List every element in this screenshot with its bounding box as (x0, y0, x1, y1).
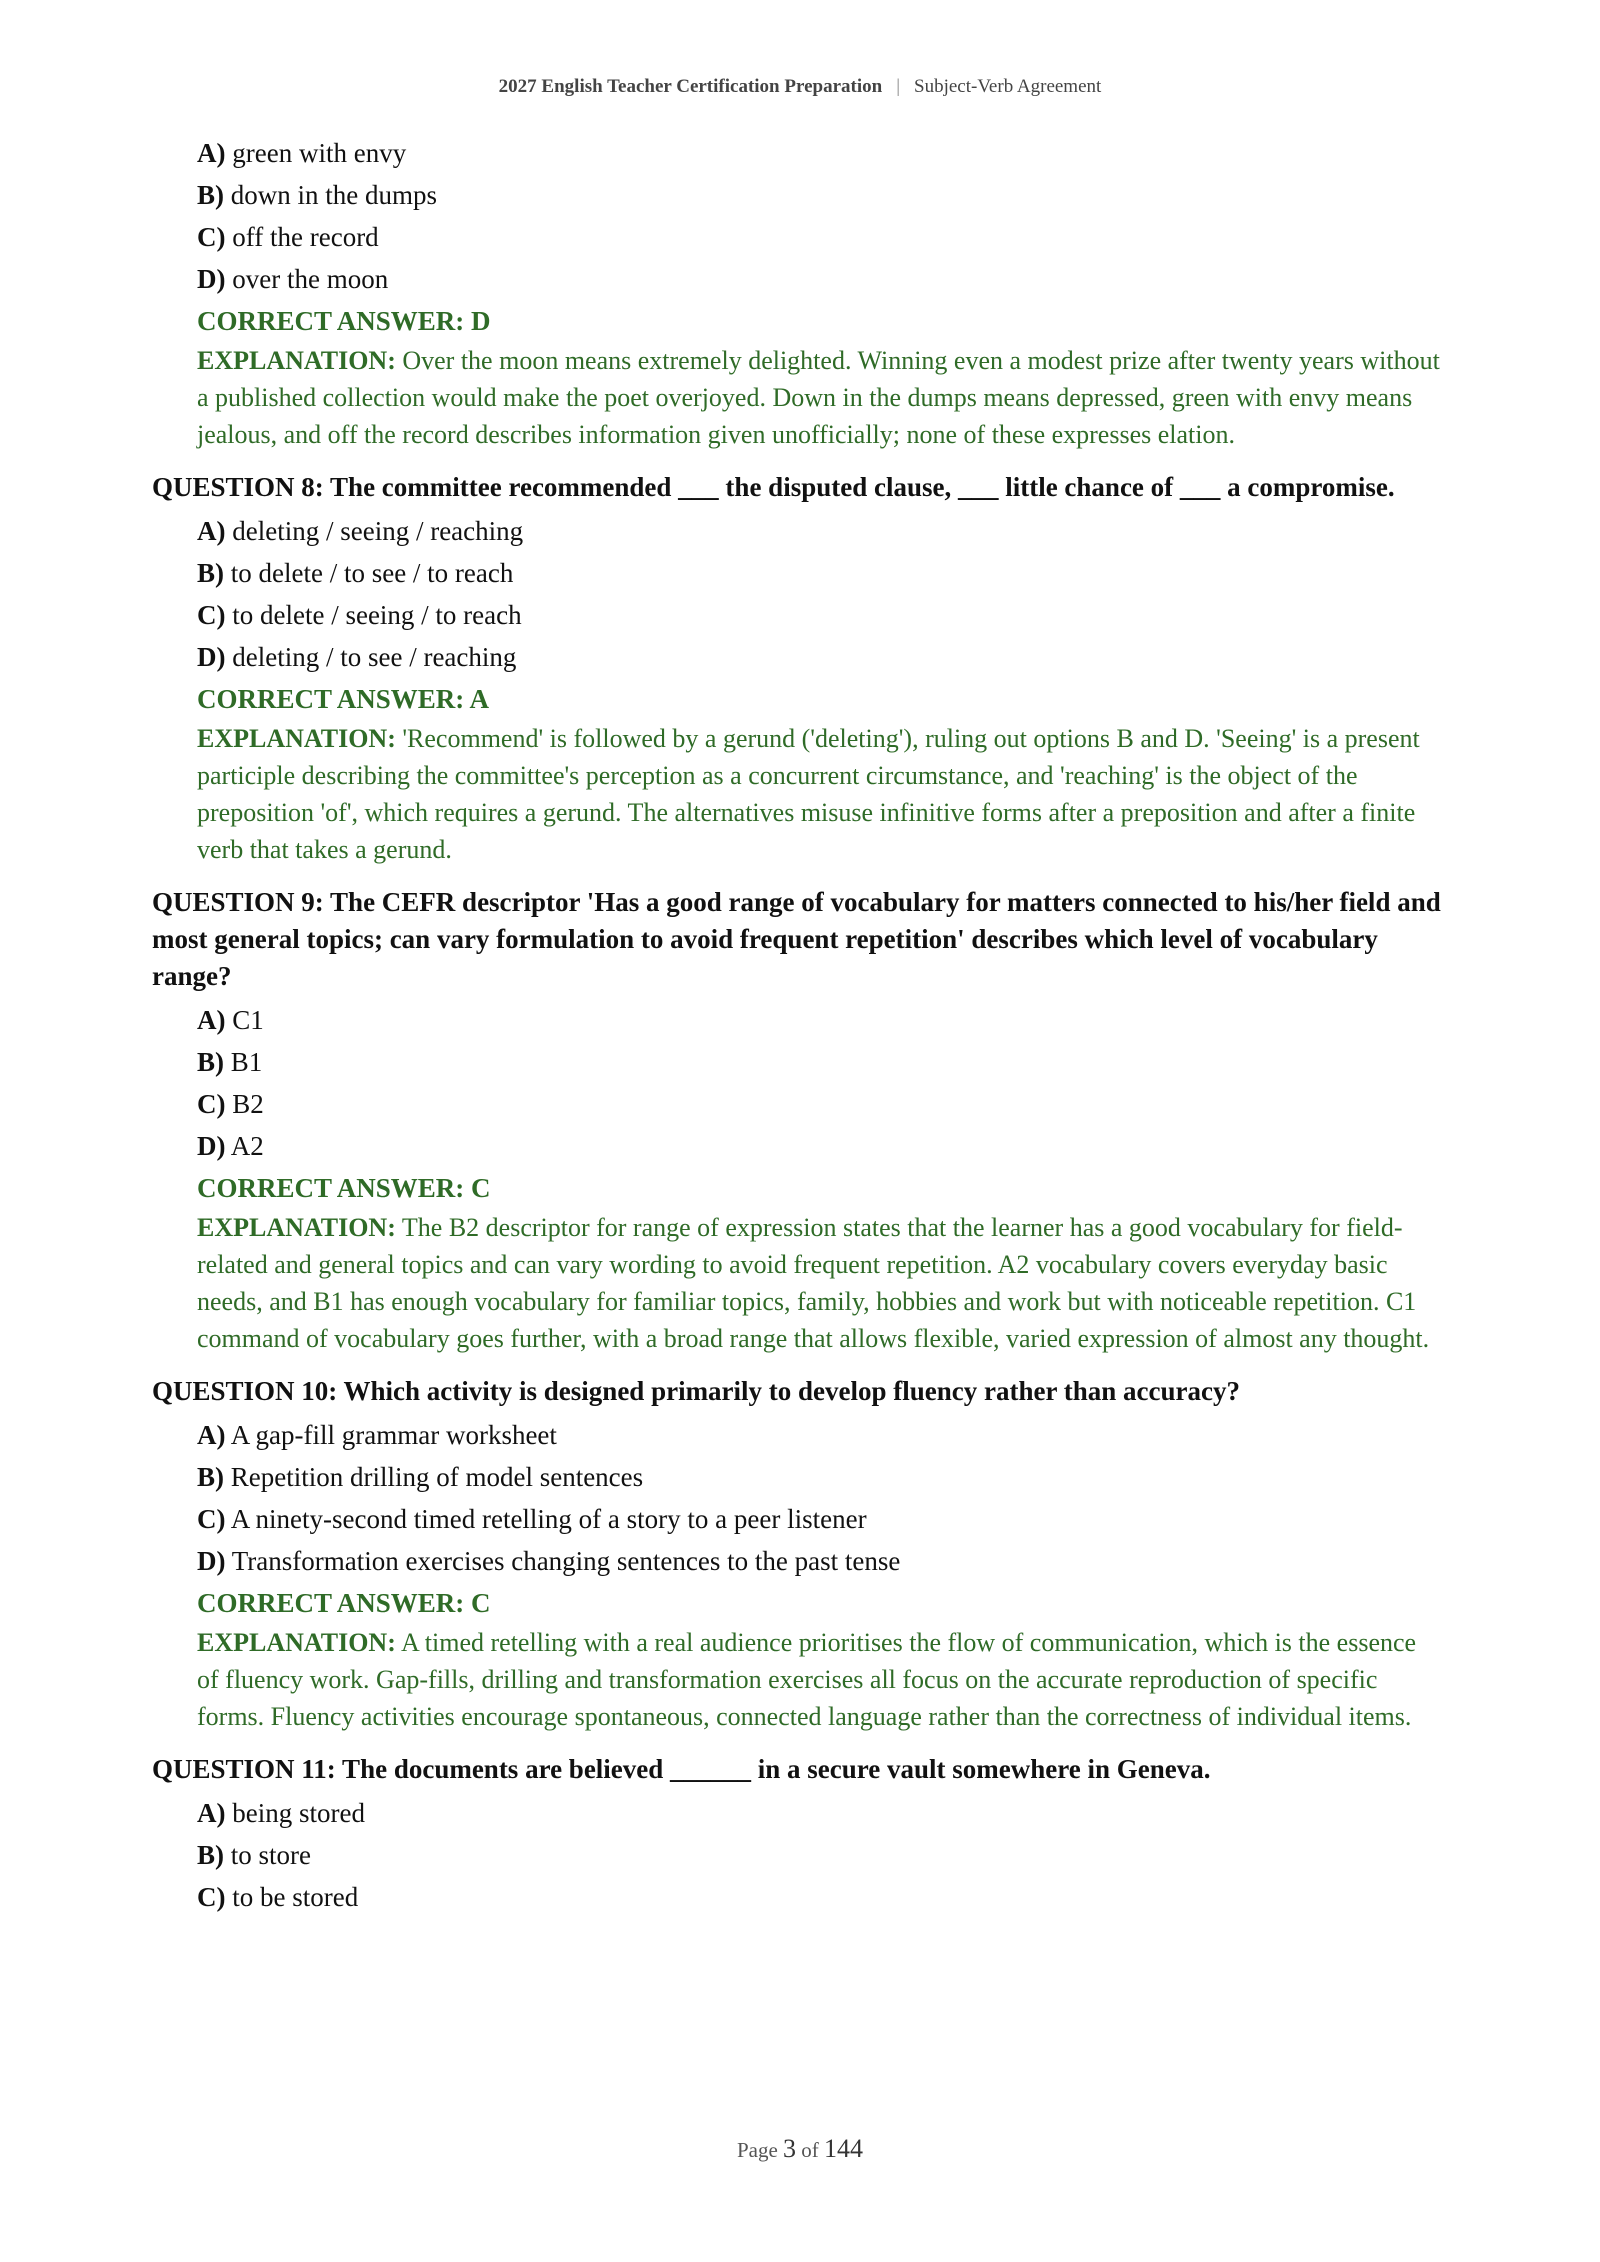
option-b (197, 1456, 1442, 1498)
option-letter: A) (197, 138, 226, 168)
option-text: being stored (232, 1798, 365, 1828)
correct-answer: CORRECT ANSWER: D (197, 306, 491, 336)
option-a (197, 1792, 1442, 1834)
correct-answer: CORRECT ANSWER: A (197, 684, 490, 714)
explanation-text: Over the moon means extremely delighted. Winning even a modest prize after twenty years without a published collection would make the poet overjoyed. Down in the dumps means depressed, green with envy means jealous, and off the record describes information given unofficially; none of these expresses elation. (197, 346, 1440, 449)
option-letter: A) (197, 1005, 226, 1035)
option-text: A2 (230, 1131, 264, 1161)
question-8-options (152, 510, 1442, 678)
option-text: deleting / seeing / reaching (232, 516, 524, 546)
option-text: B1 (230, 1047, 263, 1077)
option-c (197, 1083, 1442, 1125)
question-10-options (152, 1414, 1442, 1582)
total-pages: 144 (824, 2134, 864, 2163)
option-text: down in the dumps (230, 180, 437, 210)
option-d (197, 258, 1442, 300)
option-letter: B) (197, 1462, 224, 1492)
option-b (197, 1834, 1442, 1876)
option-text: A ninety-second timed retelling of a story to a peer listener (230, 1504, 867, 1534)
option-letter: D) (197, 642, 226, 672)
option-a (197, 132, 1442, 174)
option-text: Transformation exercises changing sentences to the past tense (231, 1546, 901, 1576)
option-letter: B) (197, 1840, 224, 1870)
option-text: C1 (232, 1005, 264, 1035)
correct-answer: CORRECT ANSWER: C (197, 1173, 491, 1203)
page-number: 3 (783, 2134, 797, 2163)
option-letter: D) (197, 1546, 226, 1576)
explanation-text: The B2 descriptor for range of expression states that the learner has a good vocabulary for field-related and general topics and can vary wording to avoid frequent repetition. A2 vocabulary covers everyday basic needs, and B1 has enough vocabulary for familiar topics, family, hobbies and work but with noticeable repetition. C1 command of vocabulary goes further, with a broad range that allows flexible, varied expression of almost any thought. (197, 1213, 1430, 1353)
option-a (197, 510, 1442, 552)
question-11-stem: QUESTION 11: The documents are believed ______ in a secure vault somewhere in Geneva. (152, 1754, 1211, 1784)
option-a (197, 1414, 1442, 1456)
explanation-label: EXPLANATION: (197, 346, 396, 375)
option-letter: C) (197, 1089, 226, 1119)
explanation-label: EXPLANATION: (197, 1213, 396, 1242)
option-text: A gap-fill grammar worksheet (230, 1420, 557, 1450)
option-letter: B) (197, 1047, 224, 1077)
explanation (152, 1209, 1442, 1357)
question-8-block (152, 469, 1442, 868)
question-8-stem: QUESTION 8: The committee recommended ___ the disputed clause, ___ little chance of ___ a compromise. (152, 472, 1395, 502)
option-b (197, 552, 1442, 594)
option-text: to delete / seeing / to reach (232, 600, 522, 630)
option-b (197, 1041, 1442, 1083)
option-d (197, 1540, 1442, 1582)
option-letter: A) (197, 516, 226, 546)
explanation (152, 342, 1442, 453)
explanation (152, 1624, 1442, 1735)
correct-answer: CORRECT ANSWER: C (197, 1588, 491, 1618)
running-header (0, 76, 1600, 98)
option-c (197, 1876, 1442, 1918)
option-b (197, 174, 1442, 216)
option-text: to store (230, 1840, 311, 1870)
question-9-stem: QUESTION 9: The CEFR descriptor 'Has a good range of vocabulary for matters connected to his/her field and most general topics; can vary formulation to avoid frequent repetition' describes which level of vocabulary range? (152, 887, 1441, 991)
explanation-text: 'Recommend' is followed by a gerund ('deleting'), ruling out options B and D. 'Seeing' is a present participle describing the committee's perception as a concurrent circumstance, and 'reaching' is the object of the preposition 'of', which requires a gerund. The alternatives misuse infinitive forms after a preposition and after a finite verb that takes a gerund. (197, 724, 1420, 864)
option-c (197, 594, 1442, 636)
option-letter: C) (197, 600, 226, 630)
option-letter: C) (197, 1504, 226, 1534)
question-11-block (152, 1751, 1442, 1918)
option-letter: B) (197, 558, 224, 588)
question-7-block (152, 132, 1442, 453)
question-9-options (152, 999, 1442, 1167)
explanation-label: EXPLANATION: (197, 724, 396, 753)
option-a (197, 999, 1442, 1041)
option-letter: A) (197, 1798, 226, 1828)
option-d (197, 636, 1442, 678)
page-label: Page (736, 2138, 778, 2162)
option-letter: B) (197, 180, 224, 210)
option-letter: C) (197, 1882, 226, 1912)
question-9-block (152, 884, 1442, 1357)
question-7-options (152, 132, 1442, 300)
option-letter: A) (197, 1420, 226, 1450)
page-footer (0, 2134, 1600, 2164)
option-text: off the record (232, 222, 379, 252)
explanation-text: A timed retelling with a real audience prioritises the flow of communication, which is the essence of fluency work. Gap-fills, drilling and transformation exercises all focus on the accurate reproduction of specific forms. Fluency activities encourage spontaneous, connected language rather than the correctness of individual items. (197, 1628, 1417, 1731)
option-text: deleting / to see / reaching (232, 642, 517, 672)
page-content (152, 132, 1442, 1934)
header-title: 2027 English Teacher Certification Preparation (498, 76, 883, 97)
option-c (197, 1498, 1442, 1540)
option-letter: D) (197, 1131, 226, 1161)
option-d (197, 1125, 1442, 1167)
option-text: to delete / to see / to reach (230, 558, 514, 588)
option-text: over the moon (232, 264, 389, 294)
header-subtitle: Subject-Verb Agreement (914, 76, 1102, 97)
question-10-stem: QUESTION 10: Which activity is designed primarily to develop fluency rather than accuracy? (152, 1376, 1240, 1406)
option-text: Repetition drilling of model sentences (230, 1462, 644, 1492)
option-text: to be stored (232, 1882, 359, 1912)
option-letter: C) (197, 222, 226, 252)
option-letter: D) (197, 264, 226, 294)
option-text: green with envy (232, 138, 407, 168)
explanation-label: EXPLANATION: (197, 1628, 396, 1657)
of-label: of (801, 2138, 819, 2162)
option-c (197, 216, 1442, 258)
option-text: B2 (232, 1089, 264, 1119)
question-10-block (152, 1373, 1442, 1735)
question-11-options (152, 1792, 1442, 1918)
header-separator: | (896, 76, 900, 97)
explanation (152, 720, 1442, 868)
